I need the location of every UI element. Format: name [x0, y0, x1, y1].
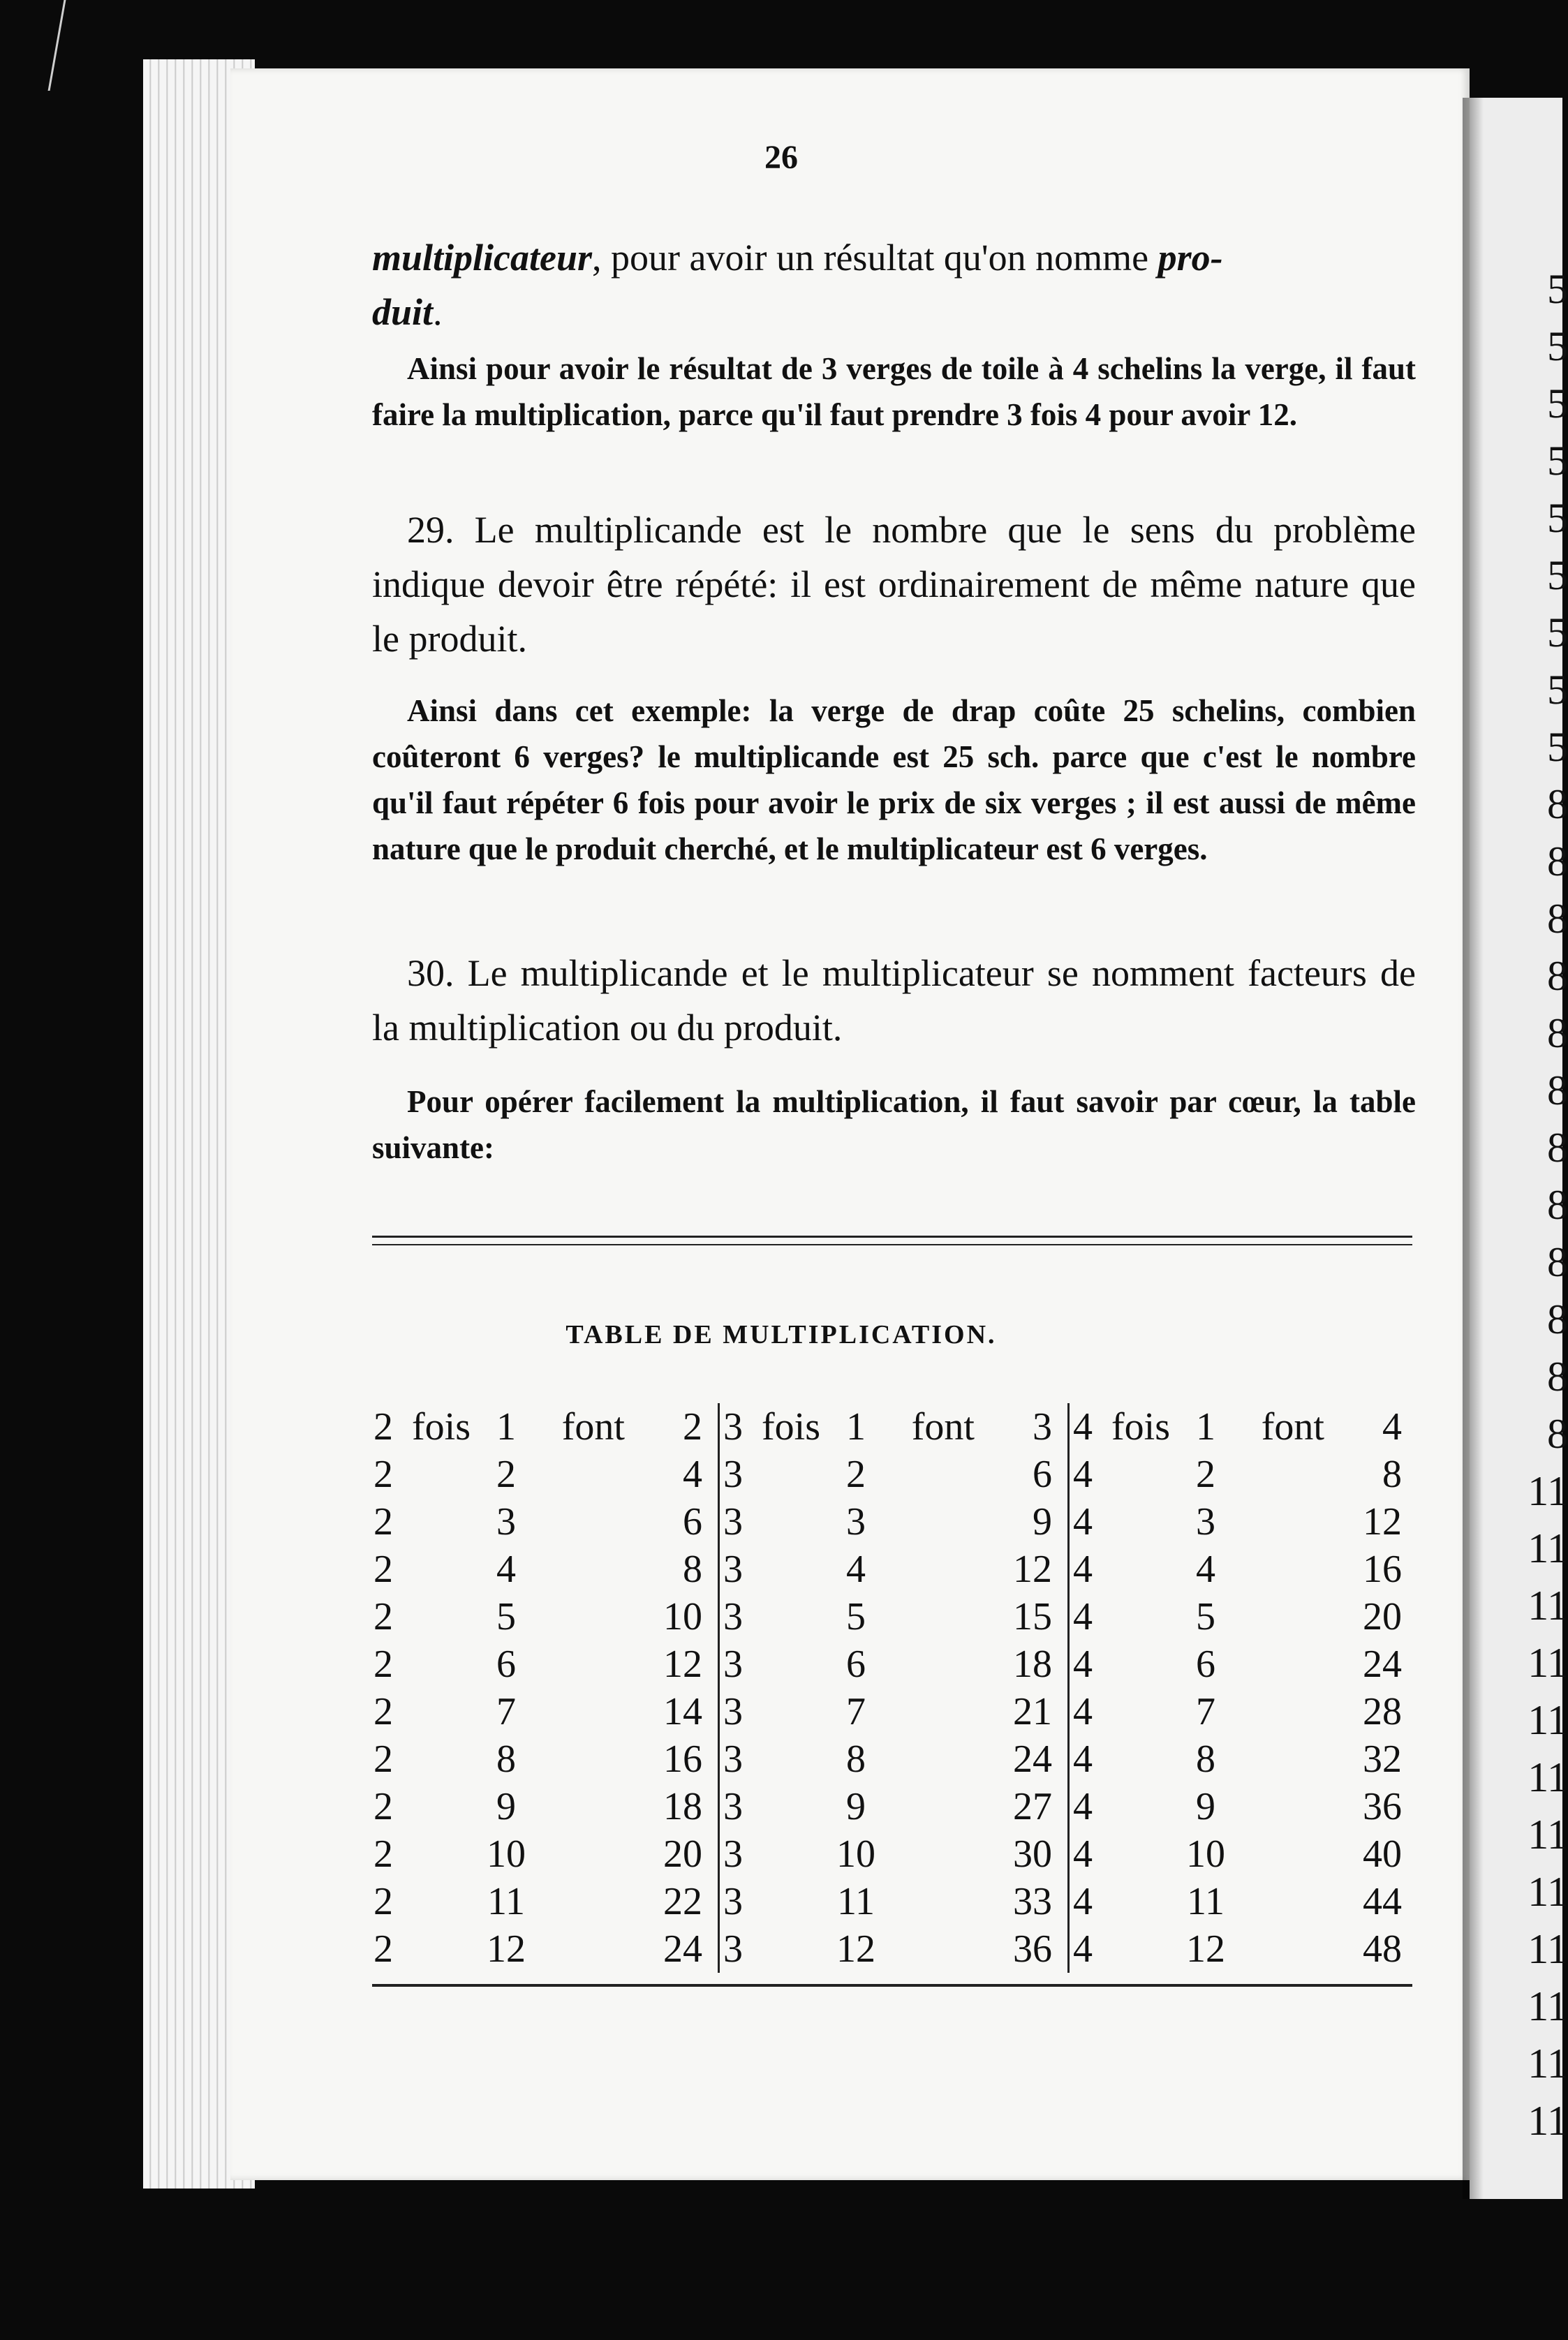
- facing-page-glyph: 5: [1547, 667, 1568, 713]
- paragraph-29-multiplicande: 29. Le multiplicande est le nombre que le sens du problème indique devoir être répété: il est ordinairement de même nature que le produit.: [372, 509, 1416, 660]
- multiplier-cell: 2: [1196, 1453, 1215, 1496]
- product-cell: 22: [663, 1880, 702, 1923]
- multiplicand-cell: 2: [373, 1690, 393, 1733]
- multiplicand-cell: 4: [1073, 1405, 1093, 1449]
- table-row: [1070, 1498, 1417, 1546]
- multiplicand-cell: 4: [1073, 1548, 1093, 1591]
- multiplier-cell: 11: [1187, 1880, 1225, 1923]
- divider-rule-top-thin: [372, 1244, 1412, 1245]
- table-row: [1070, 1451, 1417, 1498]
- table-row: [370, 1783, 718, 1830]
- table-row: [720, 1593, 1067, 1641]
- multiplicand-cell: 4: [1073, 1738, 1093, 1781]
- table-row: [1070, 1688, 1417, 1735]
- multiplier-cell: 4: [846, 1548, 866, 1591]
- font-word: font: [911, 1405, 975, 1449]
- table-row: [720, 1688, 1067, 1735]
- paragraph-text: .: [433, 291, 443, 333]
- paragraph-30-facteurs: 30. Le multiplicande et le multiplicateur se nomment facteurs de la multiplication ou du produit.: [372, 952, 1416, 1049]
- multiplier-cell: 9: [1196, 1785, 1215, 1828]
- multiplicand-cell: 2: [373, 1927, 393, 1971]
- paragraph-example-verges: Ainsi pour avoir le résultat de 3 verges de toile à 4 schelins la verge, il faut faire la multiplication, parce qu'il faut prendre 3 fois 4 pour avoir 12.: [372, 351, 1416, 432]
- product-cell: 2: [683, 1405, 702, 1449]
- multiplier-cell: 8: [496, 1738, 516, 1781]
- multiplier-cell: 10: [1186, 1832, 1225, 1876]
- table-row: [720, 1403, 1067, 1451]
- product-cell: 12: [663, 1643, 702, 1686]
- fois-word: fois: [1111, 1405, 1170, 1449]
- multiplicand-cell: 4: [1073, 1927, 1093, 1971]
- multiplier-cell: 2: [846, 1453, 866, 1496]
- facing-page-glyph: 8: [1547, 1182, 1568, 1228]
- multiplier-cell: 12: [1186, 1927, 1225, 1971]
- table-row: [1070, 1546, 1417, 1593]
- table-row: [1070, 1783, 1417, 1830]
- divider-rule-top: [372, 1236, 1412, 1238]
- multiplicand-cell: 3: [723, 1405, 743, 1449]
- multiplier-cell: 6: [1196, 1643, 1215, 1686]
- facing-page-glyph: 5: [1547, 609, 1568, 656]
- table-row: [720, 1498, 1067, 1546]
- product-cell: 18: [663, 1785, 702, 1828]
- multiplier-cell: 3: [496, 1500, 516, 1543]
- multiplier-cell: 1: [1196, 1405, 1215, 1449]
- table-row: [370, 1688, 718, 1735]
- table-row: [720, 1925, 1067, 1973]
- product-cell: 4: [1382, 1405, 1402, 1449]
- table-row: [1070, 1878, 1417, 1925]
- gutter-shadow: [1463, 98, 1484, 2199]
- multiplicand-cell: 3: [723, 1738, 743, 1781]
- multiplicand-cell: 4: [1073, 1453, 1093, 1496]
- facing-page-glyph: 11: [1528, 1754, 1568, 1800]
- table-row: [370, 1735, 718, 1783]
- facing-page-glyph: 11: [1528, 1525, 1568, 1571]
- product-cell: 14: [663, 1690, 702, 1733]
- multiplier-cell: 9: [496, 1785, 516, 1828]
- multiplicand-cell: 4: [1073, 1595, 1093, 1638]
- paragraph-example-drap: Ainsi dans cet exemple: la verge de drap coûte 25 schelins, combien coûteront 6 verges? le multiplicande est 25 sch. parce que c'est le nombre qu'il faut répéter 6 fois pour avoir le prix de six verges ; il est aussi de même nature que le produit cherché, et le multiplicateur est 6 verges.: [372, 693, 1416, 866]
- multiplier-cell: 1: [496, 1405, 516, 1449]
- facing-page-glyph: 8: [1547, 1296, 1568, 1342]
- facing-page-glyph: 11: [1528, 1697, 1568, 1743]
- table-row: [370, 1878, 718, 1925]
- table-row: [720, 1735, 1067, 1783]
- table-row: [370, 1546, 718, 1593]
- product-cell: 40: [1363, 1832, 1402, 1876]
- multiplier-cell: 6: [846, 1643, 866, 1686]
- multiplier-cell: 2: [496, 1453, 516, 1496]
- product-cell: 27: [1013, 1785, 1052, 1828]
- facing-page-glyph: 8: [1547, 953, 1568, 999]
- product-cell: 6: [1033, 1453, 1052, 1496]
- multiplicand-cell: 4: [1073, 1832, 1093, 1876]
- product-cell: 3: [1033, 1405, 1052, 1449]
- facing-page-glyph: 11: [1528, 1640, 1568, 1686]
- multiplicand-cell: 3: [723, 1643, 743, 1686]
- multiplicand-cell: 3: [723, 1880, 743, 1923]
- multiplicand-cell: 4: [1073, 1500, 1093, 1543]
- table-row: [370, 1641, 718, 1688]
- facing-page-glyph: 11: [1528, 1926, 1568, 1972]
- product-cell: 6: [683, 1500, 702, 1543]
- product-cell: 20: [1363, 1595, 1402, 1638]
- multiplier-cell: 11: [487, 1880, 525, 1923]
- facing-page-glyph: 11: [1528, 1812, 1568, 1858]
- multiplicand-cell: 3: [723, 1832, 743, 1876]
- facing-page-glyph: 8: [1547, 781, 1568, 827]
- facing-page-glyph: 11: [1528, 1983, 1568, 2029]
- product-cell: 16: [663, 1738, 702, 1781]
- product-cell: 12: [1013, 1548, 1052, 1591]
- table-title: TABLE DE MULTIPLICATION.: [565, 1320, 997, 1349]
- multiplier-cell: 5: [1196, 1595, 1215, 1638]
- facing-page-glyph: 8: [1547, 1067, 1568, 1113]
- product-cell: 15: [1013, 1595, 1052, 1638]
- product-cell: 44: [1363, 1880, 1402, 1923]
- multiplicand-cell: 3: [723, 1785, 743, 1828]
- multiplier-cell: 10: [487, 1832, 526, 1876]
- table-row: [1070, 1925, 1417, 1973]
- product-cell: 21: [1013, 1690, 1052, 1733]
- facing-page-glyph: 8: [1547, 1125, 1568, 1171]
- table-row: [720, 1830, 1067, 1878]
- multiplier-cell: 5: [846, 1595, 866, 1638]
- facing-page-glyph: 8: [1547, 1010, 1568, 1056]
- table-column-3: [718, 1403, 1067, 1973]
- facing-page-glyph: 5: [1547, 495, 1568, 541]
- multiplicand-cell: 3: [723, 1595, 743, 1638]
- multiplier-cell: 4: [496, 1548, 516, 1591]
- multiplicand-cell: 4: [1073, 1643, 1093, 1686]
- product-cell: 12: [1363, 1500, 1402, 1543]
- facing-page-glyph: 8: [1547, 1354, 1568, 1400]
- font-word: font: [1261, 1405, 1324, 1449]
- multiplicand-cell: 2: [373, 1643, 393, 1686]
- scan-crop-mark: [0, 0, 66, 91]
- table-column-4: [1067, 1403, 1417, 1973]
- multiplier-cell: 4: [1196, 1548, 1215, 1591]
- product-cell: 10: [663, 1595, 702, 1638]
- multiplier-cell: 6: [496, 1643, 516, 1686]
- multiplicand-cell: 2: [373, 1785, 393, 1828]
- facing-page-glyph: 5: [1547, 724, 1568, 770]
- multiplication-table: [370, 1403, 1417, 1973]
- product-cell: 33: [1013, 1880, 1052, 1923]
- facing-page-glyph: 5: [1547, 266, 1568, 312]
- product-cell: 20: [663, 1832, 702, 1876]
- multiplicand-cell: 4: [1073, 1880, 1093, 1923]
- facing-page-glyph: 5: [1547, 552, 1568, 598]
- multiplier-cell: 11: [837, 1880, 875, 1923]
- table-column-2: [370, 1403, 718, 1973]
- multiplicand-cell: 2: [373, 1832, 393, 1876]
- multiplicand-cell: 3: [723, 1500, 743, 1543]
- paragraph-continued: [372, 230, 1416, 339]
- facing-page-glyph: 8: [1547, 896, 1568, 942]
- term-multiplicateur: multiplicateur: [372, 237, 593, 279]
- table-row: [720, 1641, 1067, 1688]
- multiplicand-cell: 3: [723, 1453, 743, 1496]
- fois-word: fois: [762, 1405, 820, 1449]
- table-row: [720, 1451, 1067, 1498]
- multiplicand-cell: 2: [373, 1880, 393, 1923]
- multiplier-cell: 8: [846, 1738, 866, 1781]
- product-cell: 24: [663, 1927, 702, 1971]
- facing-page-glyph: 5: [1547, 323, 1568, 369]
- facing-page-glyph: 8: [1547, 1239, 1568, 1285]
- product-cell: 18: [1013, 1643, 1052, 1686]
- product-cell: 32: [1363, 1738, 1402, 1781]
- table-row: [370, 1498, 718, 1546]
- table-row: [370, 1403, 718, 1451]
- font-word: font: [561, 1405, 625, 1449]
- multiplier-cell: 3: [1196, 1500, 1215, 1543]
- product-cell: 28: [1363, 1690, 1402, 1733]
- multiplier-cell: 8: [1196, 1738, 1215, 1781]
- product-cell: 48: [1363, 1927, 1402, 1971]
- product-cell: 36: [1013, 1927, 1052, 1971]
- product-cell: 8: [1382, 1453, 1402, 1496]
- multiplier-cell: 7: [1196, 1690, 1215, 1733]
- multiplicand-cell: 4: [1073, 1690, 1093, 1733]
- facing-page-glyph: 11: [1528, 1869, 1568, 1915]
- table-row: [370, 1451, 718, 1498]
- table-row: [1070, 1403, 1417, 1451]
- page-number: 26: [764, 139, 798, 176]
- multiplicand-cell: 2: [373, 1453, 393, 1496]
- table-row: [370, 1830, 718, 1878]
- multiplicand-cell: 4: [1073, 1785, 1093, 1828]
- multiplier-cell: 5: [496, 1595, 516, 1638]
- table-row: [1070, 1641, 1417, 1688]
- table-row: [1070, 1830, 1417, 1878]
- term-produit-part1: pro-: [1157, 237, 1223, 279]
- multiplier-cell: 7: [496, 1690, 516, 1733]
- product-cell: 16: [1363, 1548, 1402, 1591]
- paragraph-text: , pour avoir un résultat qu'on nomme: [592, 237, 1158, 279]
- multiplier-cell: 9: [846, 1785, 866, 1828]
- multiplier-cell: 12: [836, 1927, 875, 1971]
- table-row: [370, 1593, 718, 1641]
- facing-page-glyph: 5: [1547, 438, 1568, 484]
- multiplier-cell: 12: [487, 1927, 526, 1971]
- multiplier-cell: 7: [846, 1690, 866, 1733]
- multiplicand-cell: 2: [373, 1405, 393, 1449]
- fois-word: fois: [412, 1405, 471, 1449]
- table-row: [720, 1878, 1067, 1925]
- facing-page-glyph: 11: [1528, 1583, 1568, 1629]
- multiplicand-cell: 2: [373, 1595, 393, 1638]
- table-row: [720, 1546, 1067, 1593]
- term-produit-part2: duit: [372, 291, 434, 333]
- facing-page-glyph: 8: [1547, 1411, 1568, 1457]
- product-cell: 9: [1033, 1500, 1052, 1543]
- facing-page-glyph: 8: [1547, 838, 1568, 884]
- multiplicand-cell: 2: [373, 1500, 393, 1543]
- multiplicand-cell: 2: [373, 1738, 393, 1781]
- multiplier-cell: 3: [846, 1500, 866, 1543]
- paragraph-table-intro: Pour opérer facilement la multiplication, il faut savoir par cœur, la table suivante:: [372, 1084, 1416, 1165]
- product-cell: 4: [683, 1453, 702, 1496]
- product-cell: 30: [1013, 1832, 1052, 1876]
- facing-page-glyph: 11: [1528, 2098, 1568, 2144]
- product-cell: 8: [683, 1548, 702, 1591]
- multiplier-cell: 10: [836, 1832, 875, 1876]
- multiplicand-cell: 3: [723, 1548, 743, 1591]
- table-row: [1070, 1593, 1417, 1641]
- multiplicand-cell: 3: [723, 1927, 743, 1971]
- product-cell: 24: [1013, 1738, 1052, 1781]
- divider-rule-bottom: [372, 1984, 1412, 1987]
- table-row: [370, 1925, 718, 1973]
- facing-page-glyph: 5: [1547, 380, 1568, 427]
- multiplier-cell: 1: [846, 1405, 866, 1449]
- product-cell: 24: [1363, 1643, 1402, 1686]
- facing-page-glyph: 11: [1528, 2041, 1568, 2087]
- multiplicand-cell: 2: [373, 1548, 393, 1591]
- table-row: [1070, 1735, 1417, 1783]
- product-cell: 36: [1363, 1785, 1402, 1828]
- multiplicand-cell: 3: [723, 1690, 743, 1733]
- facing-page-glyph: 11: [1528, 1468, 1568, 1514]
- table-row: [720, 1783, 1067, 1830]
